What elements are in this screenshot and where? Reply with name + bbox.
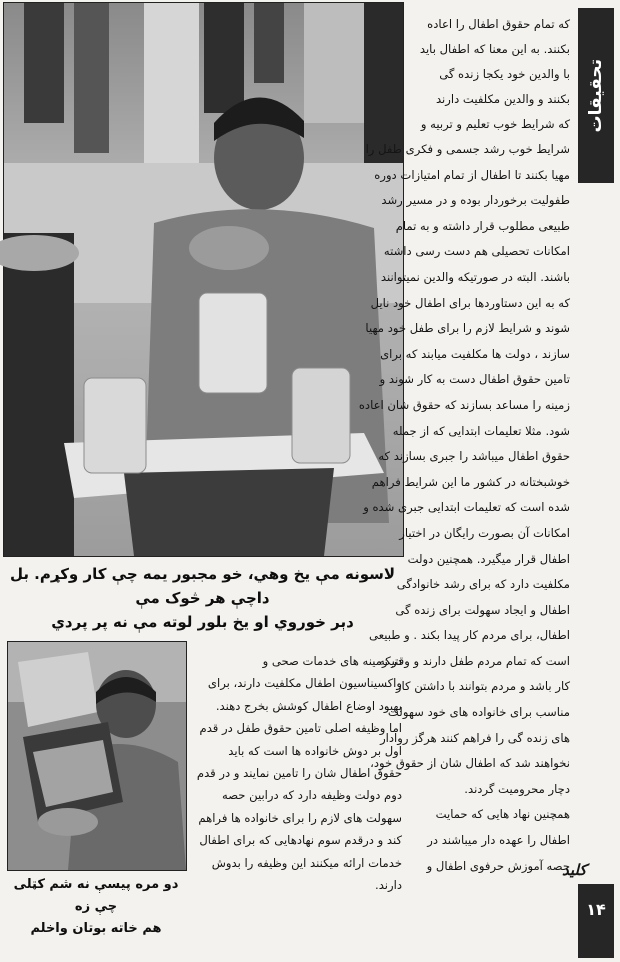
text-line: شوند و شرایط لازم را برای طفل خود مهیا <box>365 321 570 336</box>
text-line: اما وظیفه اصلی تامین حقوق طفل در قدم <box>199 721 402 736</box>
page-number-box <box>578 884 614 958</box>
text-line: های زنده گی را فراهم کنند هرگز روادار <box>380 730 570 745</box>
text-line: مهیا بکنند تا اطفال از تمام امتیازات دوره <box>374 167 570 182</box>
text-line: تامین حقوق اطفال دست به کار شوند و <box>379 372 570 387</box>
text-line: نخواهند شد که اطفال شان از حقوق خود، <box>370 756 570 771</box>
text-line: سازند ، دولت ها مکلفیت میابند که برای <box>380 346 570 361</box>
section-sidebar <box>562 8 616 958</box>
photo-caption-small <box>7 874 185 940</box>
text-line: با والدین خود یکجا زنده گی <box>439 67 570 81</box>
text-line: واکسیناسیون اطفال مکلفیت دارند، برای <box>207 676 402 691</box>
text-line: در زمینه های خدمات صحی و <box>262 654 402 668</box>
text-line: مناسب برای خانواده های خود سهولت <box>387 705 570 720</box>
caption-line: لاسونه مې یخ وهي، خو مجبور یمه چې کار وکړم. بل داچې هر څوک مې <box>9 565 396 607</box>
text-line: دارند. <box>375 878 402 893</box>
caption-line: هم خاته بوتان واخلم <box>30 921 162 936</box>
article-column-right-main <box>358 137 570 879</box>
text-line: سهولت های لازم را برای خانواده ها فراهم <box>198 810 402 825</box>
text-line: طبیعی مطلوب قرار داشته و به تمام <box>395 218 570 233</box>
text-line: اول بر دوش خانواده ها است که باید <box>228 743 402 758</box>
text-line: کار باشد و مردم بتوانند با داشتن کار <box>395 679 570 694</box>
text-line: خوشبختانه در کشور ما این شرایط فراهم <box>371 474 570 489</box>
text-line: بکنند و والدین مکلفیت دارند <box>435 92 570 106</box>
caption-line: دېر خوروي او یخ بلور لوته مې نه پر پردي <box>51 613 354 631</box>
section-title: تحقیقات <box>586 58 606 133</box>
text-line: امکانات تحصیلی هم دست رسی داشته <box>383 244 570 259</box>
text-line: اطفال، برای مردم کار پیدا بکند . و طبیعی <box>368 628 570 643</box>
text-line: اطفال قرار میگیرد. همچنین دولت <box>407 551 570 566</box>
text-line: امکانات آن بصورت رایگان در اختیار <box>399 525 570 540</box>
article-column-right-top <box>408 12 570 137</box>
text-line: بکنند. به این معنا که اطفال باید <box>419 42 570 56</box>
article-column-middle <box>190 650 402 896</box>
text-line: همچنین نهاد هایی که حمایت <box>435 807 570 822</box>
photo-boy-selling-drinks <box>3 2 404 557</box>
text-line: کند و درقدم سوم نهادهایی که برای اطفال <box>199 833 402 848</box>
magazine-name: کلید <box>562 861 587 879</box>
text-line: که تمام حقوق اطفال را اعاده <box>427 17 570 31</box>
text-line: حصه آموزش حرفوی اطفال و <box>426 858 570 873</box>
caption-line: دو مره پیسې نه شم کټلی چې زه <box>13 877 179 914</box>
text-line: بهبود اوضاع اطفال کوشش بخرج دهند. <box>215 698 402 713</box>
text-line: حقوق اطفال میباشد را جبری بسازند که <box>378 449 570 464</box>
text-line: که شرایط خوب تعلیم و تربیه و <box>420 117 570 131</box>
section-tab <box>578 8 614 183</box>
text-line: شود. مثلا تعلیمات ابتدایی که از جمله <box>392 423 570 438</box>
text-line: زمینه را مساعد بسازند که حقوق شان اعاده <box>358 397 570 412</box>
text-line: دچار محرومیت گردند. <box>464 781 570 796</box>
text-line: حقوق اطفال شان را تامین نمایند و در قدم <box>196 766 402 781</box>
text-line: باشند. البته در صورتیکه والدین نمیتوانند <box>380 269 570 284</box>
text-line: شده است که تعلیمات ابتدایی جبری شده و <box>363 500 570 515</box>
page-number: ۱۴ <box>586 900 606 919</box>
text-line: خدمات ارائه میکنند این وظیفه را بدوش <box>211 855 402 870</box>
text-line: مکلفیت دارد که برای رشد خانوادگی <box>396 577 570 592</box>
text-line: شرایط خوب رشد جسمی و فکری طفل را <box>365 142 570 156</box>
text-line: دوم دولت وظیفه دارد که درابین حصه <box>222 788 402 803</box>
photo-boy-carrying-boxes <box>7 641 187 871</box>
photo-caption-large <box>3 562 402 634</box>
text-line: که به این دستاوردها برای اطفال خود نایل <box>370 295 570 310</box>
text-line: اطفال و ایجاد سهولت برای زنده گی <box>395 602 570 617</box>
text-line: اطفال را عهده دار میباشند در <box>427 833 570 848</box>
text-line: است که تمام مردم طفل دارند و وقتیکه <box>379 653 570 668</box>
text-line: طفولیت برخوردار بوده و در مسیر رشد <box>381 193 570 208</box>
